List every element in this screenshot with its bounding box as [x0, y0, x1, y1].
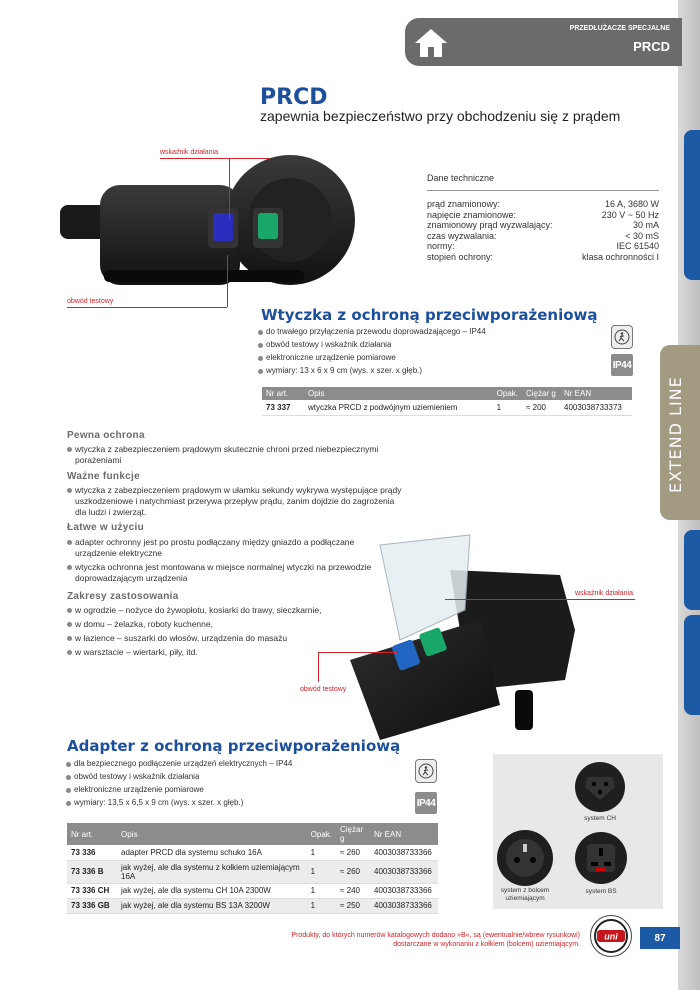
- plug-indicator-leader: [160, 158, 270, 159]
- page-number: 87: [640, 927, 680, 949]
- page-subtitle: zapewnia bezpieczeństwo przy obchodzeniu się z prądem: [260, 108, 621, 124]
- house-icon: [411, 23, 451, 61]
- adapter-features-list: [66, 759, 406, 811]
- list-item: do trwałego przyłączenia przewodu doprowadzającego – IP44: [258, 327, 588, 336]
- adapter-indicator-leader: [445, 599, 635, 600]
- category-header: [405, 18, 682, 66]
- feature-list: [67, 444, 407, 469]
- tech-row: prąd znamionowy: 16 A, 3680 W: [427, 199, 659, 209]
- col-header: Opis: [304, 387, 493, 400]
- adapter-test-leader-v: [318, 652, 319, 682]
- col-header: Opis: [117, 823, 307, 845]
- socket-ch-icon: [575, 762, 625, 812]
- tech-row: normy: IEC 61540: [427, 241, 659, 251]
- feature-heading: Ważne funkcje: [67, 471, 140, 482]
- system-pin-label: system z bolcem uziemiającym: [500, 887, 550, 902]
- feature-list: [67, 485, 407, 521]
- header-category: PRZEDŁUŻACZE SPECJALNE: [569, 25, 670, 32]
- table-row: 73 336 adapter PRCD dla systemu schuko 16A 1 ≈ 260 4003038733366: [67, 845, 438, 860]
- tech-row: czas wyzwalania: < 30 mS: [427, 230, 659, 241]
- list-item: w warsztacie – wiertarki, piły, itd.: [67, 647, 407, 658]
- feature-heading: Zakresy zastosowania: [67, 591, 179, 602]
- table-row: 73 336 CH jak wyżej, ale dla systemu CH 10A 2300W 1 ≈ 240 4003038733366: [67, 883, 438, 898]
- tech-row: stopień ochrony: klasa ochronności I: [427, 251, 659, 262]
- list-item: wymiary: 13,5 x 6,5 x 9 cm (wys. x szer. x głęb.): [66, 798, 406, 807]
- adapter-product-table: [67, 823, 438, 914]
- socket-earth-pin-icon: [497, 830, 553, 886]
- adapter-test-callout: obwód testowy: [300, 686, 347, 693]
- plug-test-callout: obwód testowy: [67, 298, 114, 305]
- tech-data-title: Dane techniczne: [427, 173, 495, 183]
- header-title: PRCD: [633, 39, 670, 54]
- system-bs-label: system BS: [585, 888, 617, 895]
- table-row: 73 336 B jak wyżej, ale dla systemu z kołkiem uziemiającym 16A 1 ≈ 260 4003038733366: [67, 860, 438, 883]
- feature-list: [67, 537, 387, 587]
- svg-text:uni: uni: [604, 931, 618, 942]
- list-item: w łazience – suszarki do włosów, urządzenia do masażu: [67, 633, 407, 644]
- prcd-adapter-image: [340, 530, 580, 750]
- side-tab-label: EXTEND LINE: [666, 376, 685, 494]
- plug-indicator-callout: wskaźnik działania: [160, 149, 218, 156]
- protection-person-icon: [415, 759, 437, 783]
- list-item: w ogrodzie – nożyce do żywopłotu, kosiarki do trawy, sieczkarnie,: [67, 605, 407, 616]
- list-item: wtyczka z zabezpieczeniem prądowym w ułamku sekundy wykrywa występujące prądy uszkodzeniowe i natychmiast przerywa przepływ prądu, zanim dojdzie do zagrożenia dla ludzi i zwierząt.: [67, 485, 407, 518]
- col-header: Ciężar g: [336, 823, 370, 845]
- col-header: Nr art.: [67, 823, 117, 845]
- footer-note: Produkty, do których numerów katalogowych dodano »B«, są (ewentualnie/wbrew rysunkowi) dostarczane w wykonaniu z kołkiem (bolcem) uziemiającym.: [291, 932, 580, 948]
- side-tab-blue-low[interactable]: [684, 615, 700, 715]
- side-tab-blue-mid[interactable]: [684, 530, 700, 610]
- col-header: Opak.: [493, 387, 522, 400]
- list-item: wtyczka ochronna jest montowana w miejsce normalnej wtyczki na przewodzie doprowadzającym urządzenia: [67, 562, 387, 584]
- col-header: Opak.: [307, 823, 336, 845]
- list-item: elektroniczne urządzenie pomiarowe: [258, 353, 588, 362]
- plug-indicator-leader-v: [229, 158, 230, 220]
- plug-test-leader-v: [227, 255, 228, 307]
- plug-features-list: [258, 327, 588, 379]
- side-tab-blue-top[interactable]: [684, 130, 700, 280]
- table-row: 73 337 wtyczka PRCD z podwójnym uziemieniem 1 ≈ 200 4003038733373: [262, 400, 632, 415]
- page-title: PRCD: [260, 85, 328, 110]
- col-header: Nr EAN: [560, 387, 632, 400]
- tech-divider: [427, 190, 659, 191]
- list-item: wymiary: 13 x 6 x 9 cm (wys. x szer. x głęb.): [258, 366, 588, 375]
- list-item: wtyczka z zabezpieczeniem prądowym skutecznie chroni przed niebezpiecznymi porażeniami: [67, 444, 407, 466]
- ip44-badge: IP44: [415, 792, 437, 814]
- tech-data-table: [427, 199, 659, 262]
- list-item: obwód testowy i wskaźnik działania: [66, 772, 406, 781]
- plug-test-leader: [67, 307, 227, 308]
- plug-product-table: [262, 387, 632, 416]
- col-header: Nr art.: [262, 387, 304, 400]
- tech-row: napięcie znamionowe: 230 V ~ 50 Hz: [427, 209, 659, 220]
- feature-heading: Pewna ochrona: [67, 430, 145, 441]
- list-item: adapter ochronny jest po prostu podłączany między gniazdo a podłączane urządzenie elektryczne: [67, 537, 387, 559]
- list-item: obwód testowy i wskaźnik działania: [258, 340, 588, 349]
- protection-person-icon: [611, 325, 633, 349]
- ip44-badge: IP44: [611, 354, 633, 376]
- table-row: 73 336 GB jak wyżej, ale dla systemu BS 13A 3200W 1 ≈ 250 4003038733366: [67, 898, 438, 913]
- socket-bs-icon: [575, 832, 627, 884]
- adapter-section-title: Adapter z ochroną przeciwporażeniową: [67, 737, 401, 755]
- tech-row: znamionowy prąd wyzwalający: 30 mA: [427, 220, 659, 230]
- list-item: elektroniczne urządzenie pomiarowe: [66, 785, 406, 794]
- col-header: Ciężar g: [522, 387, 560, 400]
- adapter-test-leader: [318, 652, 398, 653]
- prcd-plug-image: [60, 150, 360, 310]
- feature-heading: Łatwe w użyciu: [67, 522, 144, 533]
- list-item: w domu – żelazka, roboty kuchenne,: [67, 619, 407, 630]
- col-header: Nr EAN: [370, 823, 438, 845]
- system-ch-label: system CH: [584, 815, 616, 822]
- adapter-indicator-callout: wskaźnik działania: [575, 590, 633, 597]
- list-item: dla bezpiecznego podłączenie urządzeń elektrycznych – IP44: [66, 759, 406, 768]
- plug-section-title: Wtyczka z ochroną przeciwporażeniową: [261, 306, 598, 324]
- socket-systems-panel: [493, 754, 663, 909]
- uni-logo: [590, 915, 632, 957]
